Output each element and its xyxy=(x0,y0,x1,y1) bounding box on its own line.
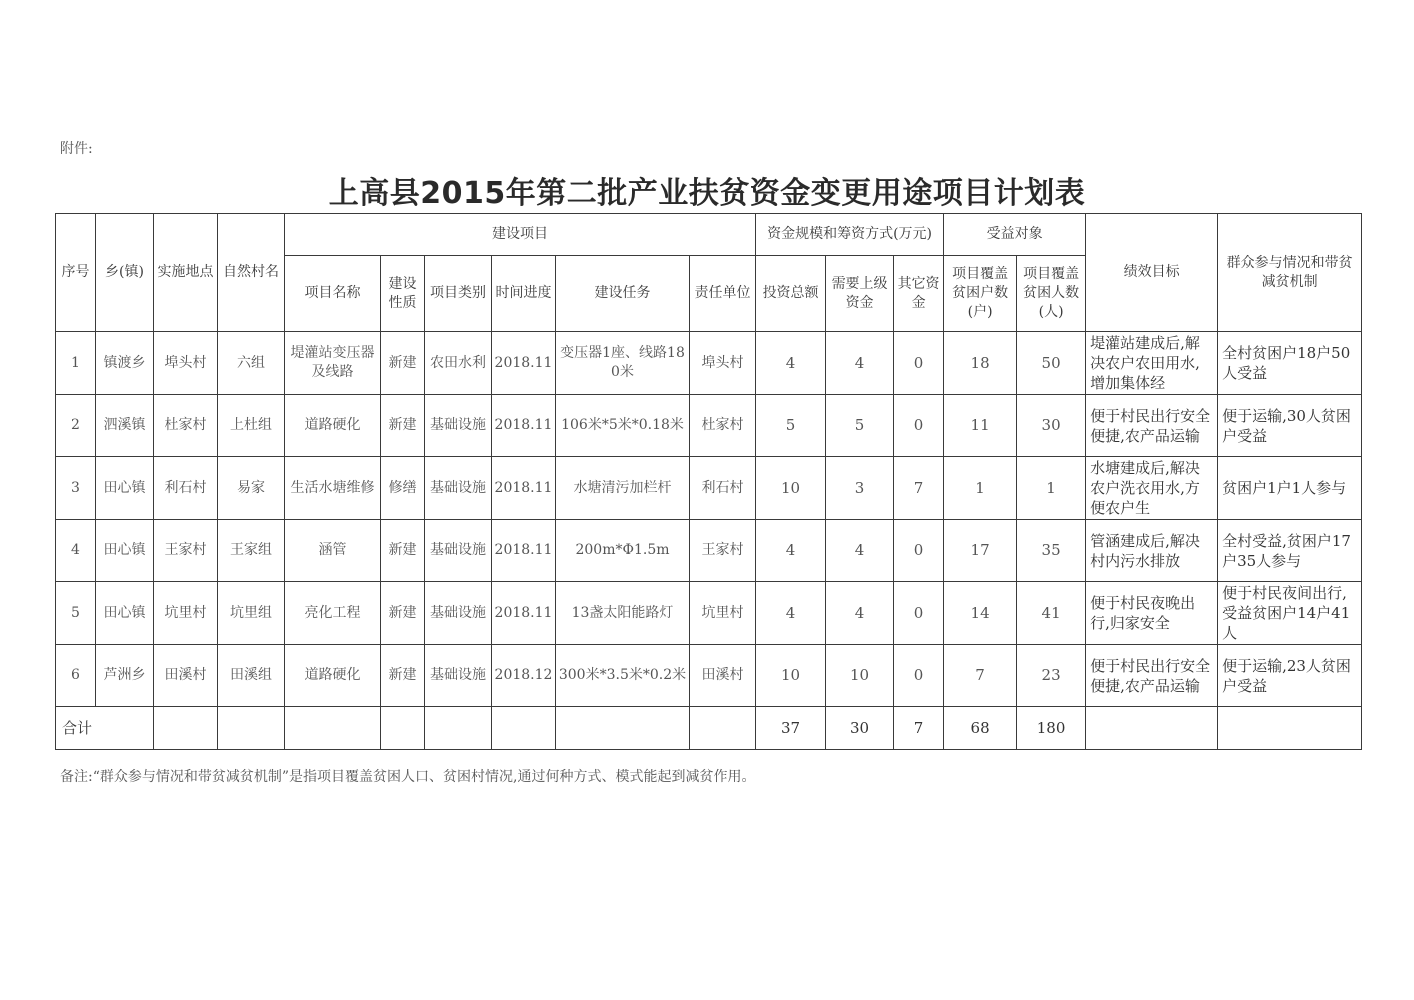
cell-participation: 全村贫困户18户50人受益 xyxy=(1218,332,1362,395)
header-township: 乡(镇) xyxy=(96,214,154,332)
cell-total: 4 xyxy=(756,582,826,645)
cell-total: 10 xyxy=(756,645,826,707)
cell-task: 106米*5米*0.18米 xyxy=(556,395,690,457)
cell-location: 王家村 xyxy=(154,520,218,582)
cell-persons: 50 xyxy=(1017,332,1086,395)
cell-township: 镇渡乡 xyxy=(96,332,154,395)
cell-township: 田心镇 xyxy=(96,457,154,520)
cell-total: 4 xyxy=(756,520,826,582)
total-superior: 30 xyxy=(826,707,894,750)
cell-nature: 新建 xyxy=(381,645,425,707)
cell-group: 田溪组 xyxy=(218,645,285,707)
total-empty xyxy=(556,707,690,750)
cell-category: 基础设施 xyxy=(425,582,492,645)
table-row xyxy=(56,395,1362,457)
cell-households: 1 xyxy=(944,457,1017,520)
cell-group: 上杜组 xyxy=(218,395,285,457)
cell-total: 10 xyxy=(756,457,826,520)
cell-households: 7 xyxy=(944,645,1017,707)
cell-task: 13盏太阳能路灯 xyxy=(556,582,690,645)
cell-unit: 杜家村 xyxy=(690,395,756,457)
cell-unit: 利石村 xyxy=(690,457,756,520)
total-empty xyxy=(285,707,381,750)
cell-task: 200m*Φ1.5m xyxy=(556,520,690,582)
total-households: 68 xyxy=(944,707,1017,750)
cell-participation: 全村受益,贫困户17户35人参与 xyxy=(1218,520,1362,582)
cell-households: 14 xyxy=(944,582,1017,645)
cell-seq: 1 xyxy=(56,332,96,395)
cell-township: 田心镇 xyxy=(96,582,154,645)
total-persons: 180 xyxy=(1017,707,1086,750)
cell-other: 0 xyxy=(894,645,944,707)
cell-goal: 便于村民出行安全便捷,农产品运输 xyxy=(1086,395,1218,457)
cell-seq: 2 xyxy=(56,395,96,457)
cell-goal: 便于村民出行安全便捷,农产品运输 xyxy=(1086,645,1218,707)
cell-location: 埠头村 xyxy=(154,332,218,395)
header-persons: 项目覆盖贫困人数(人) xyxy=(1017,256,1086,332)
cell-persons: 35 xyxy=(1017,520,1086,582)
total-empty xyxy=(492,707,556,750)
total-other: 7 xyxy=(894,707,944,750)
cell-group: 王家组 xyxy=(218,520,285,582)
header-construction-project: 建设项目 xyxy=(285,214,756,256)
cell-schedule: 2018.12 xyxy=(492,645,556,707)
cell-group: 易家 xyxy=(218,457,285,520)
footnote: 备注:“群众参与情况和带贫减贫机制”是指项目覆盖贫困人口、贫困村情况,通过何种方式、模式能起到减贫作用。 xyxy=(60,769,756,785)
cell-schedule: 2018.11 xyxy=(492,395,556,457)
total-investment: 37 xyxy=(756,707,826,750)
cell-task: 300米*3.5米*0.2米 xyxy=(556,645,690,707)
cell-nature: 新建 xyxy=(381,332,425,395)
cell-superior: 5 xyxy=(826,395,894,457)
cell-persons: 1 xyxy=(1017,457,1086,520)
cell-households: 18 xyxy=(944,332,1017,395)
header-households: 项目覆盖贫困户数(户) xyxy=(944,256,1017,332)
cell-seq: 6 xyxy=(56,645,96,707)
total-row xyxy=(56,707,1362,750)
cell-category: 基础设施 xyxy=(425,457,492,520)
cell-other: 0 xyxy=(894,395,944,457)
cell-other: 0 xyxy=(894,582,944,645)
cell-unit: 坑里村 xyxy=(690,582,756,645)
header-schedule: 时间进度 xyxy=(492,256,556,332)
cell-participation: 便于村民夜间出行,受益贫困户14户41人 xyxy=(1218,582,1362,645)
cell-households: 11 xyxy=(944,395,1017,457)
cell-group: 六组 xyxy=(218,332,285,395)
cell-schedule: 2018.11 xyxy=(492,457,556,520)
cell-unit: 田溪村 xyxy=(690,645,756,707)
cell-superior: 3 xyxy=(826,457,894,520)
cell-participation: 便于运输,30人贫困户受益 xyxy=(1218,395,1362,457)
cell-seq: 5 xyxy=(56,582,96,645)
header-funding: 资金规模和筹资方式(万元) xyxy=(756,214,944,256)
cell-schedule: 2018.11 xyxy=(492,520,556,582)
cell-project-name: 涵管 xyxy=(285,520,381,582)
cell-location: 利石村 xyxy=(154,457,218,520)
total-empty xyxy=(1218,707,1362,750)
header-village-group: 自然村名 xyxy=(218,214,285,332)
cell-nature: 新建 xyxy=(381,395,425,457)
cell-seq: 4 xyxy=(56,520,96,582)
cell-township: 泗溪镇 xyxy=(96,395,154,457)
cell-other: 0 xyxy=(894,332,944,395)
header-performance: 绩效目标 xyxy=(1086,214,1218,332)
table-row xyxy=(56,332,1362,395)
cell-superior: 4 xyxy=(826,520,894,582)
cell-schedule: 2018.11 xyxy=(492,332,556,395)
cell-township: 田心镇 xyxy=(96,520,154,582)
cell-unit: 王家村 xyxy=(690,520,756,582)
cell-total: 5 xyxy=(756,395,826,457)
cell-unit: 埠头村 xyxy=(690,332,756,395)
cell-superior: 4 xyxy=(826,332,894,395)
cell-persons: 41 xyxy=(1017,582,1086,645)
header-responsible: 责任单位 xyxy=(690,256,756,332)
cell-location: 田溪村 xyxy=(154,645,218,707)
total-empty xyxy=(690,707,756,750)
cell-superior: 10 xyxy=(826,645,894,707)
header-seq: 序号 xyxy=(56,214,96,332)
cell-category: 农田水利 xyxy=(425,332,492,395)
cell-goal: 便于村民夜晚出行,归家安全 xyxy=(1086,582,1218,645)
cell-goal: 管涵建成后,解决村内污水排放 xyxy=(1086,520,1218,582)
cell-persons: 23 xyxy=(1017,645,1086,707)
cell-persons: 30 xyxy=(1017,395,1086,457)
table-row xyxy=(56,457,1362,520)
cell-category: 基础设施 xyxy=(425,520,492,582)
header-category: 项目类别 xyxy=(425,256,492,332)
table-row xyxy=(56,645,1362,707)
table-row xyxy=(56,582,1362,645)
cell-project-name: 道路硬化 xyxy=(285,395,381,457)
total-empty xyxy=(425,707,492,750)
header-task: 建设任务 xyxy=(556,256,690,332)
cell-total: 4 xyxy=(756,332,826,395)
header-location: 实施地点 xyxy=(154,214,218,332)
cell-other: 0 xyxy=(894,520,944,582)
header-project-name: 项目名称 xyxy=(285,256,381,332)
header-participation: 群众参与情况和带贫减贫机制 xyxy=(1218,214,1362,332)
cell-participation: 便于运输,23人贫困户受益 xyxy=(1218,645,1362,707)
attachment-label: 附件: xyxy=(60,141,93,157)
cell-other: 7 xyxy=(894,457,944,520)
document-title: 上高县2015年第二批产业扶贫资金变更用途项目计划表 xyxy=(328,176,1086,211)
cell-category: 基础设施 xyxy=(425,645,492,707)
cell-schedule: 2018.11 xyxy=(492,582,556,645)
cell-project-name: 道路硬化 xyxy=(285,645,381,707)
total-empty xyxy=(154,707,218,750)
table-row xyxy=(56,520,1362,582)
cell-participation: 贫困户1户1人参与 xyxy=(1218,457,1362,520)
cell-category: 基础设施 xyxy=(425,395,492,457)
cell-location: 坑里村 xyxy=(154,582,218,645)
cell-nature: 新建 xyxy=(381,520,425,582)
cell-nature: 新建 xyxy=(381,582,425,645)
total-label: 合计 xyxy=(56,707,154,750)
cell-task: 变压器1座、线路180米 xyxy=(556,332,690,395)
cell-group: 坑里组 xyxy=(218,582,285,645)
header-superior-funds: 需要上级资金 xyxy=(826,256,894,332)
total-empty xyxy=(1086,707,1218,750)
header-beneficiaries: 受益对象 xyxy=(944,214,1086,256)
cell-project-name: 生活水塘维修 xyxy=(285,457,381,520)
total-empty xyxy=(218,707,285,750)
cell-seq: 3 xyxy=(56,457,96,520)
cell-task: 水塘清污加栏杆 xyxy=(556,457,690,520)
project-plan-table xyxy=(55,213,1362,750)
cell-superior: 4 xyxy=(826,582,894,645)
header-nature: 建设性质 xyxy=(381,256,425,332)
header-total-investment: 投资总额 xyxy=(756,256,826,332)
cell-township: 芦洲乡 xyxy=(96,645,154,707)
cell-households: 17 xyxy=(944,520,1017,582)
cell-project-name: 亮化工程 xyxy=(285,582,381,645)
cell-location: 杜家村 xyxy=(154,395,218,457)
cell-project-name: 堤灌站变压器及线路 xyxy=(285,332,381,395)
cell-goal: 堤灌站建成后,解决农户农田用水,增加集体经 xyxy=(1086,332,1218,395)
cell-nature: 修缮 xyxy=(381,457,425,520)
cell-goal: 水塘建成后,解决农户洗衣用水,方便农户生 xyxy=(1086,457,1218,520)
total-empty xyxy=(381,707,425,750)
header-other-funds: 其它资金 xyxy=(894,256,944,332)
